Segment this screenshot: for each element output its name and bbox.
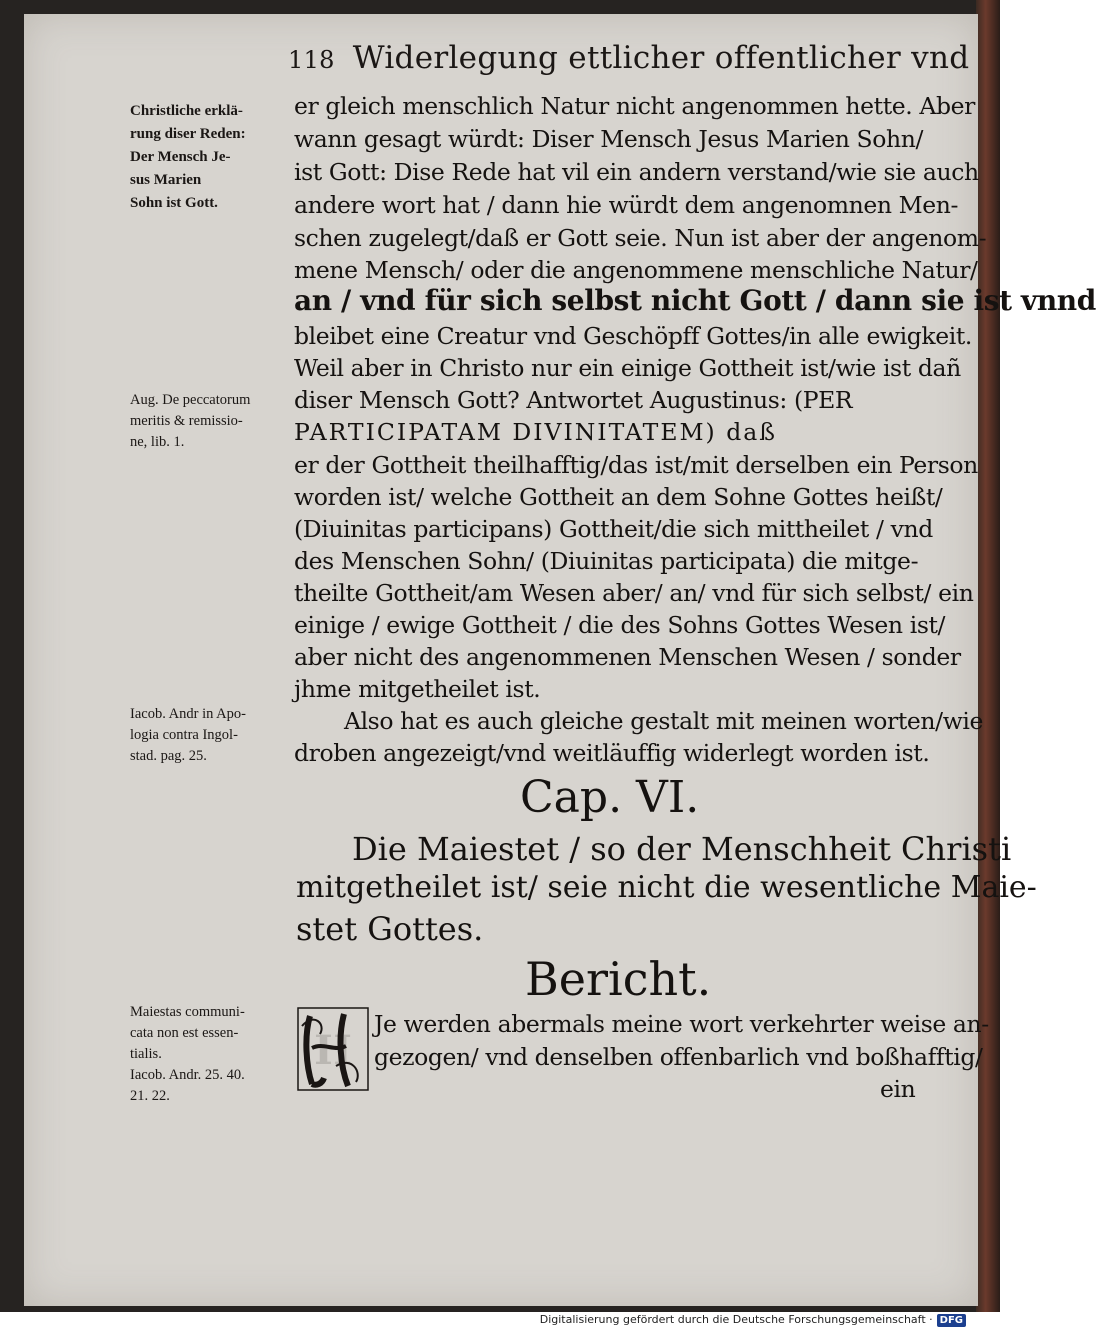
margin-note-line: Iacob. Andr in Apo-: [130, 706, 246, 722]
chapter-title-line: Die Maiestet / so der Menschheit Christi: [352, 830, 1012, 868]
margin-note-line: Aug. De peccatorum: [130, 392, 251, 408]
book-edge: [976, 0, 1000, 1312]
body-line: (Diuinitas participans) Gottheit/die sich mittheilet / vnd: [294, 515, 933, 543]
dfg-logo: DFG: [937, 1314, 966, 1327]
margin-note-line: cata non est essen-: [130, 1025, 239, 1041]
margin-note-line: Der Mensch Je-: [130, 149, 231, 165]
section-line: gezogen/ vnd denselben offenbarlich vnd boßhafftig/: [374, 1043, 983, 1071]
margin-note-2: [130, 390, 290, 453]
margin-note-line: 21. 22.: [130, 1088, 170, 1104]
margin-note-line: tialis.: [130, 1046, 162, 1062]
body-line: Also hat es auch gleiche gestalt mit meinen worten/wie: [344, 707, 984, 735]
margin-note-1: [130, 100, 290, 215]
body-line: des Menschen Sohn/ (Diuinitas participata) die mitge-: [294, 547, 919, 575]
margin-note-line: stad. pag. 25.: [130, 748, 207, 764]
body-line: Weil aber in Christo nur ein einige Gottheit ist/wie ist dañ: [294, 354, 961, 382]
body-line: schen zugelegt/daß er Gott seie. Nun ist aber der angenom-: [294, 224, 987, 252]
dropcap-ornament: [296, 1006, 370, 1092]
body-line: andere wort hat / dann hie würdt dem angenomnen Men-: [294, 191, 959, 219]
chapter-heading: Cap. VI.: [520, 772, 700, 823]
body-line: PARTICIPATAM DIVINITATEM) daß: [294, 418, 777, 446]
running-head-text: Widerlegung ettlicher offentlicher vnd: [352, 40, 970, 76]
margin-note-line: rung diser Reden:: [130, 126, 246, 142]
margin-note-line: Christliche erklä-: [130, 103, 243, 119]
body-line: einige / ewige Gottheit / die des Sohns Gottes Wesen ist/: [294, 611, 946, 639]
body-line: wann gesagt würdt: Diser Mensch Jesus Marien Sohn/: [294, 125, 923, 153]
body-line: diser Mensch Gott? Antwortet Augustinus: (PER: [294, 386, 853, 414]
margin-note-line: sus Marien: [130, 172, 202, 188]
running-head: [288, 40, 969, 76]
margin-note-line: ne, lib. 1.: [130, 434, 185, 450]
margin-note-line: Iacob. Andr. 25. 40.: [130, 1067, 245, 1083]
footer: [540, 1313, 966, 1327]
margin-note-line: logia contra Ingol-: [130, 727, 238, 743]
footer-text: Digitalisierung gefördert durch die Deutsche Forschungsgemeinschaft ·: [539, 1313, 933, 1326]
body-line: an / vnd für sich selbst nicht Gott / dann sie ist vnnd: [294, 284, 1096, 317]
body-line: theilte Gottheit/am Wesen aber/ an/ vnd für sich selbst/ ein: [294, 579, 974, 607]
body-line: er der Gottheit theilhafftig/das ist/mit derselben ein Person: [294, 451, 978, 479]
catchword: ein: [880, 1075, 916, 1103]
margin-note-3: [130, 704, 290, 767]
body-line: jhme mitgetheilet ist.: [294, 675, 541, 703]
margin-note-line: Sohn ist Gott.: [130, 195, 218, 211]
body-line: ist Gott: Dise Rede hat vil ein andern verstand/wie sie auch: [294, 158, 979, 186]
section-line: Je werden abermals meine wort verkehrter weise an-: [374, 1010, 989, 1038]
chapter-title-line: mitgetheilet ist/ seie nicht die wesentliche Maie-: [296, 870, 1037, 905]
body-line: er gleich menschlich Natur nicht angenommen hette. Aber: [294, 92, 975, 120]
body-line: aber nicht des angenommenen Menschen Wesen / sonder: [294, 643, 961, 671]
page-number: 118: [288, 46, 335, 74]
body-line: droben angezeigt/vnd weitläuffig widerlegt worden ist.: [294, 739, 930, 767]
body-line: bleibet eine Creatur vnd Geschöpff Gottes/in alle ewigkeit.: [294, 322, 973, 350]
margin-note-line: meritis & remissio-: [130, 413, 243, 429]
chapter-title-line: stet Gottes.: [296, 910, 484, 948]
section-heading: Bericht.: [525, 952, 712, 1006]
body-line: mene Mensch/ oder die angenommene menschliche Natur/: [294, 256, 978, 284]
dropcap-letter: H: [314, 1027, 352, 1074]
body-line: worden ist/ welche Gottheit an dem Sohne Gottes heißt/: [294, 483, 943, 511]
margin-note-line: Maiestas communi-: [130, 1004, 245, 1020]
margin-note-4: [130, 1002, 290, 1107]
